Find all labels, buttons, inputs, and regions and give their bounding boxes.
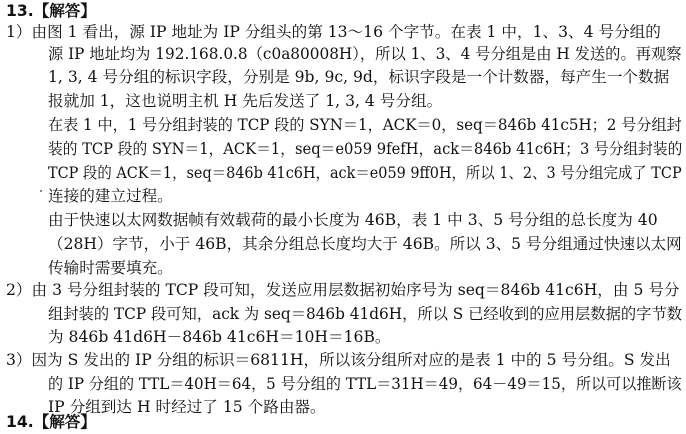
answer-line-5: 在表 1 中，1 号分组封装的 TCP 段的 SYN＝1，ACK＝0，seq＝846b 41c5H；2 号分组封 <box>48 116 682 134</box>
answer-line-7: TCP 段的 ACK＝1，seq＝846b 41c6H，ack＝e059 9ff0H，所以 1、2、3 号分组完成了 TCP <box>48 164 682 182</box>
answer-line-14: 为 846b 41d6H－846b 41c6H＝10H＝16B。 <box>48 328 391 346</box>
answer-heading: 13.【解答】 <box>6 2 96 20</box>
answer-line-4: 报就加 1，这也说明主机 H 先后发送了 1, 3, 4 号分组。 <box>48 92 443 110</box>
answer-line-16: 的 IP 分组的 TTL＝40H＝64，5 号分组的 TTL＝31H＝49，64－49＝15，所以可以推断该 <box>48 375 682 393</box>
answer-line-11: 传输时需要填充。 <box>48 259 173 277</box>
answer-line-1: 1）由图 1 看出，源 IP 地址为 IP 分组头的第 13～16 个字节。在表 1 中，1、3、4 号分组的 <box>6 23 661 41</box>
answer-line-2: 源 IP 地址均为 192.168.0.8（c0a80008H），所以 1、3、4 号分组是由 H 发送的。再观察 <box>48 45 682 63</box>
answer-line-3: 1, 3, 4 号分组的标识字段，分别是 9b, 9c, 9d，标识字段是一个计数器，每产生一个数据 <box>48 68 670 86</box>
answer-line-6: 装的 TCP 段的 SYN＝1，ACK＝1，seq＝e059 9fefH，ack＝846b 41c6H；3 号分组封装的 <box>48 140 683 158</box>
answer-line-13: 组封装的 TCP 段可知，ack 为 seq＝846b 41d6H，所以 S 已经收到的应用层数据的字节数 <box>48 305 683 323</box>
next-answer-heading: 14.【解答】 <box>6 413 96 431</box>
answer-line-8: 连接的建立过程。 <box>48 187 173 205</box>
answer-line-12: 2）由 3 号分组封装的 TCP 段可知，发送应用层数据初始序号为 seq＝846b 41c6H，由 5 号分 <box>6 281 680 299</box>
answer-line-10: （28H）字节，小于 46B，其余分组总长度均大于 46B。所以 3、5 号分组通过快速以太网 <box>48 235 682 253</box>
answer-line-9: 由于快速以太网数据帧有效载荷的最小长度为 46B，表 1 中 3、5 号分组的总长度为 40 <box>48 211 658 229</box>
margin-dot <box>40 190 42 192</box>
answer-line-17: IP 分组到达 H 时经过了 15 个路由器。 <box>48 398 326 416</box>
answer-line-15: 3）因为 S 发出的 IP 分组的标识＝6811H，所以该分组所对应的是表 1 中的 5 号分组。S 发出 <box>6 351 671 369</box>
